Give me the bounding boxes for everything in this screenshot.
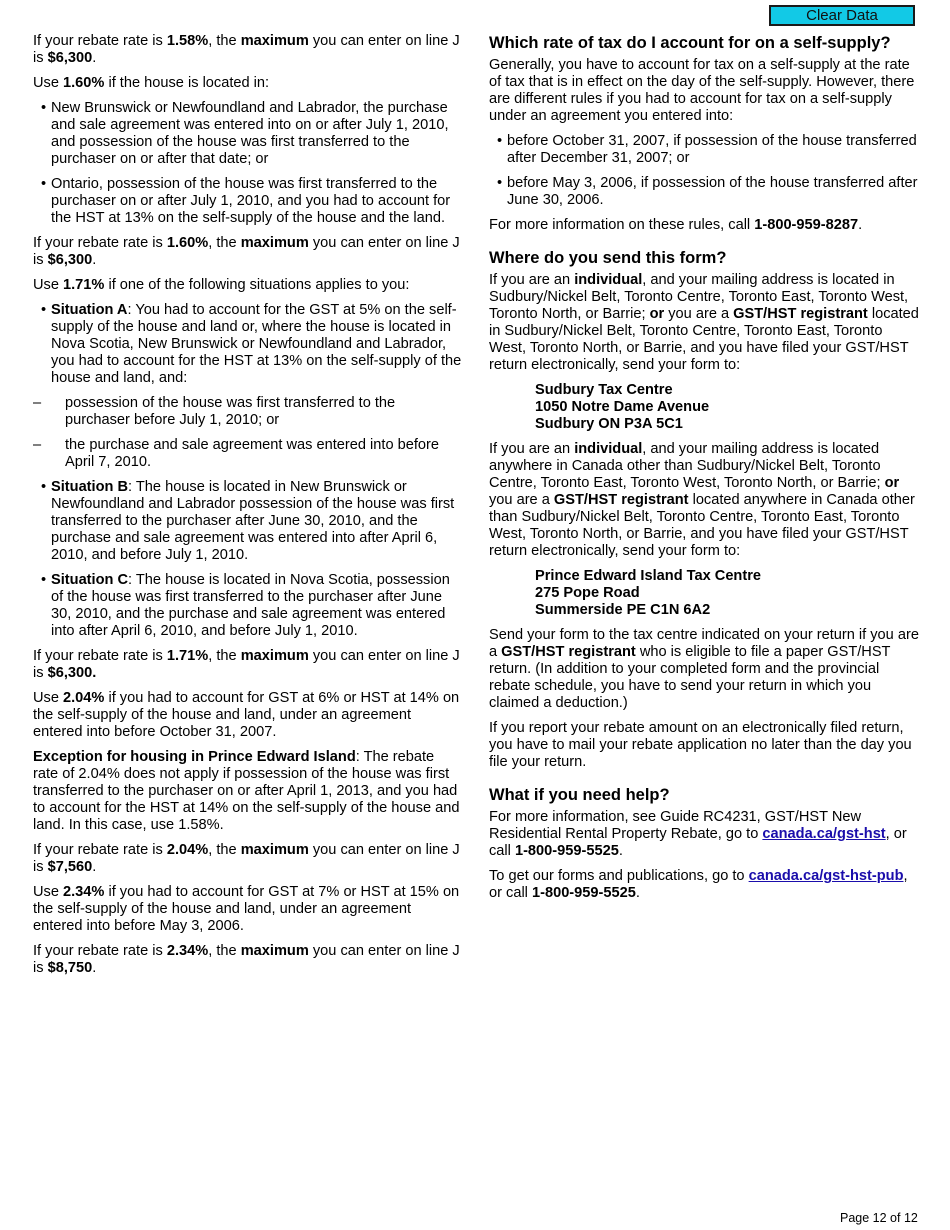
- help-heading: What if you need help?: [489, 786, 670, 804]
- rules-info-paragraph: For more information on these rules, call 1-800-959-8287.: [489, 217, 863, 233]
- self-supply-paragraph: Generally, you have to account for tax on a self-supply at the rate of tax that is in effect on the day of the self-supply. However, there are different rules if you had to account for tax on a self-supply under an agreement you entered into:: [489, 57, 915, 124]
- list-item: • Ontario, possession of the house was first transferred to the purchaser on or after July 1, 2010, and you had to account for the HST at 13% on the self-supply of the house and the land.: [33, 176, 463, 227]
- pei-address: Prince Edward Island Tax Centre 275 Pope Road Summerside PE C1N 6A2: [535, 568, 762, 618]
- location-list: [33, 100, 463, 227]
- list-item: • before October 31, 2007, if possession of the house transferred after December 31, 2007; or: [489, 133, 919, 167]
- list-item: • New Brunswick or Newfoundland and Labrador, the purchase and sale agreement was entered into on or after July 1, 2010, and possession of the house was first transferred to the purchaser on or after that date; or: [33, 100, 463, 168]
- rebate-204-paragraph: If your rebate rate is 2.04%, the maximum you can enter on line J is $7,560.: [33, 842, 460, 875]
- electronic-return-paragraph: If you report your rebate amount on an electronically filed return, you have to mail your rebate application no later than the day you file your return.: [489, 720, 912, 770]
- use-234-paragraph: Use 2.34% if you had to account for GST at 7% or HST at 15% on the self-supply of the house and land, under an agreement entered into before May 3, 2006.: [33, 884, 460, 934]
- list-item: – possession of the house was first transferred to the purchaser before July 1, 2010; or: [33, 395, 463, 429]
- rebate-171-paragraph: If your rebate rate is 1.71%, the maximum you can enter on line J is $6,300.: [33, 648, 460, 681]
- agreement-list: [489, 133, 919, 209]
- left-column: [33, 33, 463, 985]
- list-item: – the purchase and sale agreement was entered into before April 7, 2010.: [33, 437, 463, 471]
- situation-c: • Situation C: The house is located in Nova Scotia, possession of the house was first transferred to the purchaser after June 30, 2010, and the purchase and sale agreement was entered into after April 6, 2010, and before July 1, 2010.: [33, 572, 463, 640]
- pei-exception-paragraph: Exception for housing in Prince Edward Island: The rebate rate of 2.04% does not apply if possession of the house was first transferred to the purchaser on or after April 1, 2013, and you had to account for the HST at 14% on the self-supply of the house and land. In this case, use 1.58%.: [33, 749, 460, 833]
- situation-a: • Situation A: You had to account for the GST at 5% on the self-supply of the house and land or, where the house is located in Nova Scotia, New Brunswick or Newfoundland and Labrador, you had to account for the HST at 13% on the self-supply of the house and land, and: – possession of the house was first transferred to the purchaser before July 1, 2010; or – the purchase and sale agreement was entered into before April 7, 2010.: [33, 302, 463, 471]
- right-column: [489, 33, 919, 910]
- rebate-158-paragraph: If your rebate rate is 1.58%, the maximum you can enter on line J is $6,300.: [33, 33, 460, 66]
- situation-b: • Situation B: The house is located in New Brunswick or Newfoundland and Labrador possession of the house was first transferred to the purchaser after June 30, 2010, and the purchase and sale agreement was entered into after April 6, 2010, and before July 1, 2010.: [33, 479, 463, 564]
- use-160-paragraph: Use 1.60% if the house is located in:: [33, 75, 270, 91]
- situation-a-sublist: [33, 395, 463, 471]
- list-item: • before May 3, 2006, if possession of the house transferred after June 30, 2006.: [489, 175, 919, 209]
- publications-paragraph: To get our forms and publications, go to canada.ca/gst-hst-pub, or call 1-800-959-5525.: [489, 868, 908, 901]
- page-number: Page 12 of 12: [840, 1211, 918, 1225]
- gst-hst-pub-link[interactable]: canada.ca/gst-hst-pub: [748, 868, 904, 884]
- rebate-234-paragraph: If your rebate rate is 2.34%, the maximum you can enter on line J is $8,750.: [33, 943, 460, 976]
- use-204-paragraph: Use 2.04% if you had to account for GST at 6% or HST at 14% on the self-supply of the house and land, under an agreement entered into before October 31, 2007.: [33, 690, 460, 740]
- sudbury-address: Sudbury Tax Centre 1050 Notre Dame Avenue Sudbury ON P3A 5C1: [535, 382, 710, 432]
- gst-hst-link[interactable]: canada.ca/gst-hst: [762, 826, 886, 842]
- clear-data-button[interactable]: Clear Data: [769, 5, 915, 26]
- situations-list: [33, 302, 463, 640]
- use-171-paragraph: Use 1.71% if one of the following situations applies to you:: [33, 277, 410, 293]
- rebate-160-paragraph: If your rebate rate is 1.60%, the maximum you can enter on line J is $6,300.: [33, 235, 460, 268]
- self-supply-heading: Which rate of tax do I account for on a self-supply?: [489, 34, 891, 52]
- help-paragraph: For more information, see Guide RC4231, GST/HST New Residential Rental Property Rebate, go to canada.ca/gst-hst, or call 1-800-959-5525.: [489, 809, 907, 859]
- sudbury-paragraph: If you are an individual, and your mailing address is located in Sudbury/Nickel Belt, Toronto Centre, Toronto East, Toronto West, Toronto North, or Barrie; or you are a GST/HST registrant located in Sudbury/Nickel Belt, Toronto Centre, Toronto East, Toronto West, Toronto North, or Barrie, and you have filed your GST/HST return electronically, send your form to:: [489, 272, 919, 373]
- paper-return-paragraph: Send your form to the tax centre indicated on your return if you are a GST/HST registrant who is eligible to file a paper GST/HST return. (In addition to your completed form and the provincial rebate schedule, you have to send your return in which you claimed a deduction.): [489, 627, 919, 711]
- send-form-heading: Where do you send this form?: [489, 249, 727, 267]
- pei-paragraph: If you are an individual, and your mailing address is located anywhere in Canada other than Sudbury/Nickel Belt, Toronto Centre, Toronto East, Toronto West, Toronto North, or Barrie; or you are a GST/HST registrant located anywhere in Canada other than Sudbury/Nickel Belt, Toronto Centre, Toronto East, Toronto West, Toronto North, or Barrie, and you have filed your GST/HST return electronically, send your form to:: [489, 441, 915, 559]
